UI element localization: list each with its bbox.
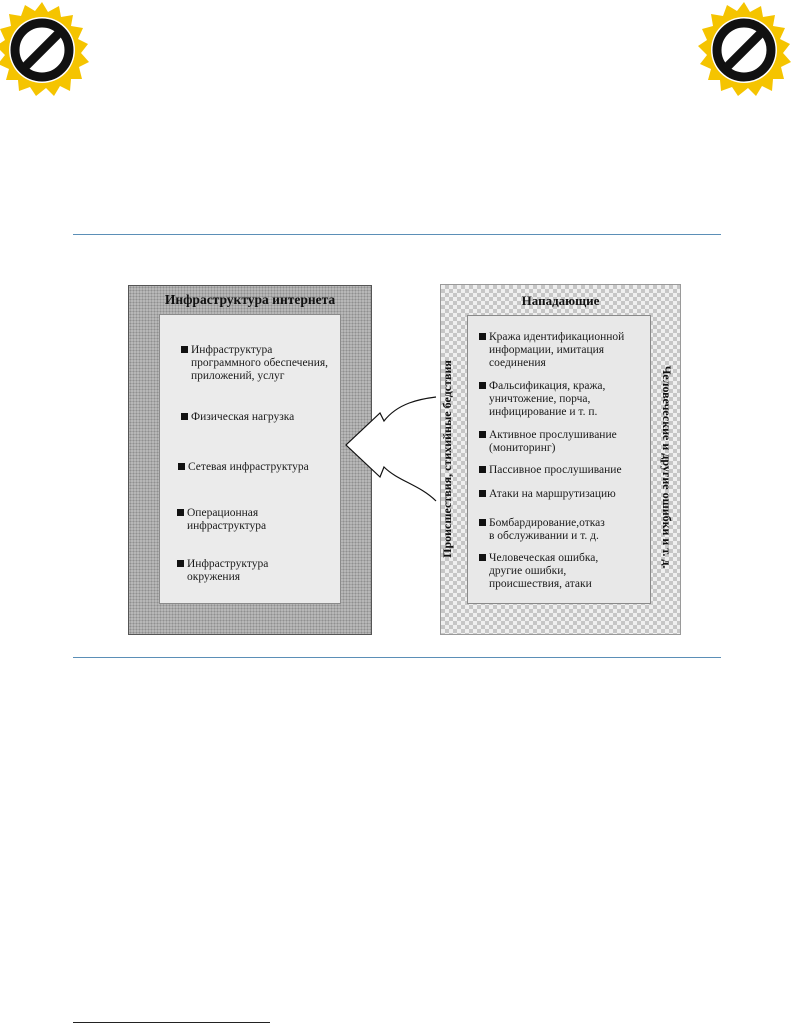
human-errors-side-label: Человеческие и другие ошибки и т. д. (660, 365, 674, 569)
prohibition-badge-right-icon (694, 0, 793, 100)
bullet-icon (177, 509, 184, 516)
infrastructure-item (160, 507, 340, 533)
attack-arrow (340, 385, 446, 505)
attack-item (468, 517, 650, 543)
attack-item (468, 464, 650, 477)
incidents-side-label: Происшествия, стихийные бедствия (440, 360, 454, 558)
bullet-icon (479, 519, 486, 526)
bullet-icon (479, 333, 486, 340)
attackers-panel (440, 284, 681, 635)
attack-item-text: Бомбардирование,отказ в обслуживании и т. д. (489, 517, 605, 542)
bullet-icon (479, 490, 486, 497)
attack-item-text: Кража идентификационной информации, имитация соединения (489, 331, 625, 369)
bullet-icon (479, 382, 486, 389)
bullet-icon (479, 466, 486, 473)
infrastructure-item-text: Инфраструктура окружения (187, 558, 269, 583)
infrastructure-item (160, 411, 340, 424)
infrastructure-list (159, 314, 341, 604)
attackers-list (467, 315, 651, 604)
attack-item-text: Фальсификация, кража, уничтожение, порча, инфицирование и т. п. (489, 380, 606, 418)
bullet-icon (479, 554, 486, 561)
infrastructure-item (160, 558, 340, 584)
attack-item-text: Человеческая ошибка, другие ошибки, происшествия, атаки (489, 552, 599, 590)
attack-item (468, 552, 650, 591)
attack-item (468, 488, 650, 501)
infrastructure-item (160, 344, 340, 383)
attack-item-text: Пассивное прослушивание (489, 464, 622, 476)
bullet-icon (178, 463, 185, 470)
bullet-icon (181, 346, 188, 353)
infrastructure-panel (128, 285, 372, 635)
attack-item-text: Активное прослушивание (мониторинг) (489, 429, 617, 454)
attackers-title: Нападающие (521, 293, 600, 308)
infrastructure-item-text: Сетевая инфраструктура (188, 461, 309, 473)
infrastructure-item (160, 461, 340, 474)
bullet-icon (181, 413, 188, 420)
prohibition-badge-left-icon (0, 0, 92, 100)
attack-item (468, 429, 650, 455)
attack-item (468, 331, 650, 370)
figure-top-rule (73, 234, 721, 235)
bullet-icon (479, 431, 486, 438)
infrastructure-title: Инфраструктура интернета (164, 292, 336, 307)
figure-bottom-rule (73, 657, 721, 658)
infrastructure-item-text: Операционная инфраструктура (187, 507, 267, 532)
attack-item-text: Атаки на маршрутизацию (489, 488, 616, 500)
infrastructure-item-text: Физическая нагрузка (191, 411, 295, 423)
attack-item (468, 380, 650, 419)
infrastructure-item-text: Инфраструктура программного обеспечения, приложений, услуг (191, 344, 329, 382)
bullet-icon (177, 560, 184, 567)
